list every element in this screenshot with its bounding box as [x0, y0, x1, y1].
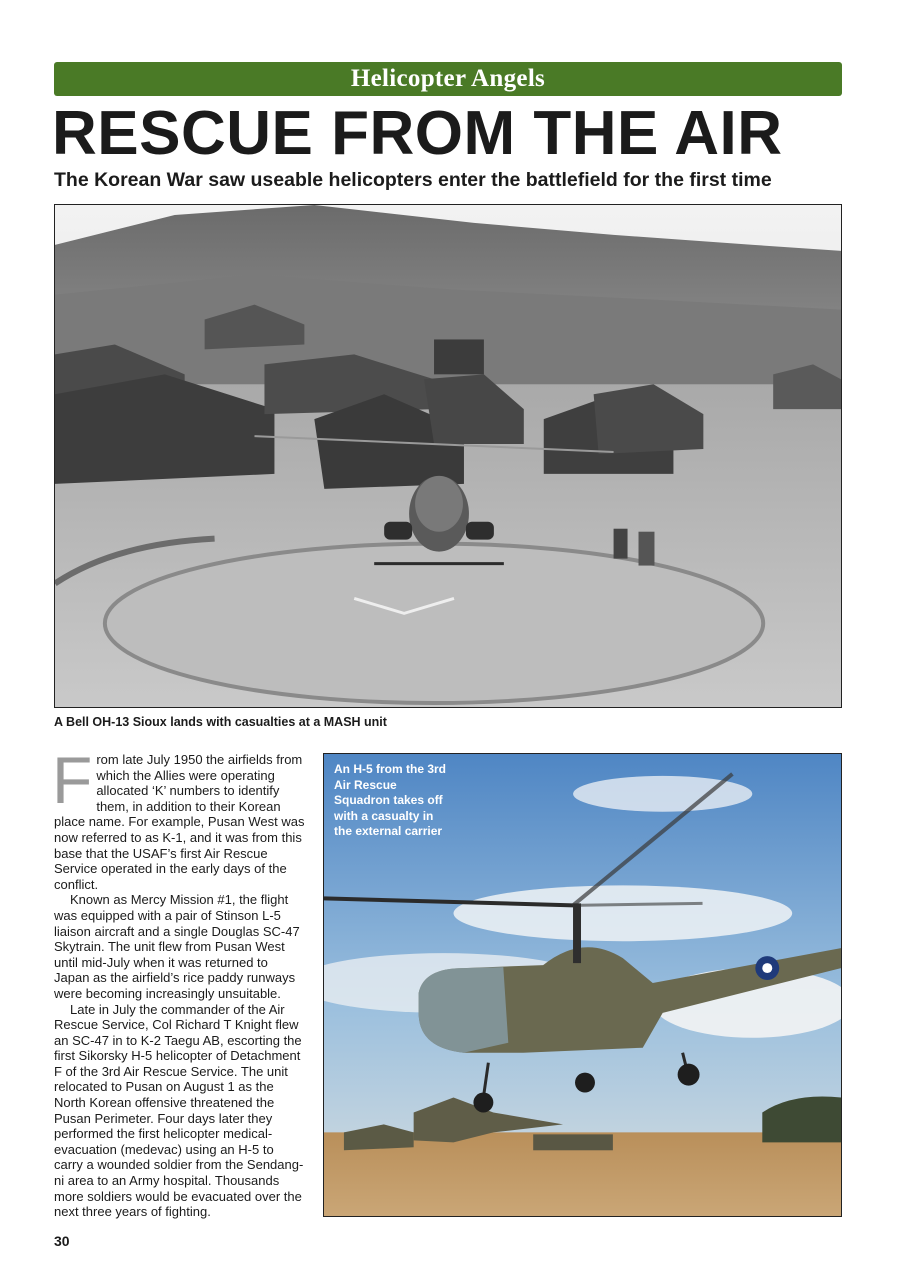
section-banner — [54, 62, 842, 96]
page-number: 30 — [54, 1233, 70, 1249]
mash-unit-illustration — [55, 205, 841, 707]
headline: RESCUE FROM THE AIR — [52, 99, 783, 168]
body-paragraph: Known as Mercy Mission #1, the flight was equipped with a pair of Stinson L-5 liaison aircraft and a single Douglas SC-47 Skytrain. The unit flew from Pusan West until mid-July when it was returned to Japan as the airfield’s rice paddy runways were becoming increasingly unsuitable. — [54, 892, 300, 1001]
body-paragraph — [52, 743, 306, 892]
main-photo-caption: A Bell OH-13 Sioux lands with casualties at a MASH unit — [54, 715, 387, 729]
subheadline: The Korean War saw useable helicopters enter the battlefield for the first time — [54, 169, 772, 191]
body-paragraph: Late in July the commander of the Air Rescue Service, Col Richard T Knight flew an SC-47 in to K-2 Taegu AB, escorting the first Sikorsky H-5 helicopter of Detachment F of the 3rd Air Rescue Service. The unit relocated to Pusan on August 1 as the North Korean offensive threatened the Pusan Perimeter. Four days later they performed the first helicopter medical-evacuation (medevac) using an H-5 to carry a wounded soldier from the Sendang-ni area to an Army hospital. Thousands more soldiers would be evacuated over the next three years of fighting. — [54, 1001, 304, 1220]
article-body — [52, 743, 306, 1220]
body-paragraph-text: rom late July 1950 the airfields from which the Allies were operating allocated ‘K’ numbers to identify them, in addition to their Korean place name. For example, Pusan West was now referred to as K-1, and it was from this base that the USAF’s first Air Rescue Service operated in the early days of the conflict. — [54, 752, 305, 892]
second-photo-caption: An H-5 from the 3rd Air Rescue Squadron takes off with a casualty in the external carrier — [334, 762, 447, 838]
section-banner-label: Helicopter Angels — [350, 65, 546, 92]
drop-cap: F — [52, 743, 93, 817]
main-photo-mash-unit — [54, 204, 842, 708]
